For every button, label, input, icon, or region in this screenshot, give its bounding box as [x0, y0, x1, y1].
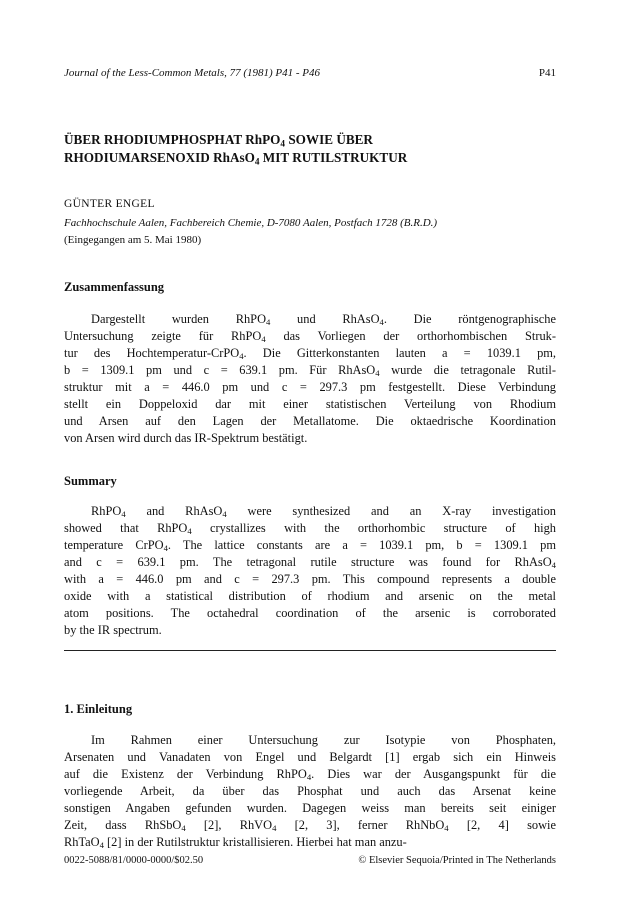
author-name: GÜNTER ENGEL [64, 198, 155, 210]
text-line: showed that RhPO$_4$ crystallizes with the orthorhombic structure of high [64, 521, 556, 537]
page-footer [64, 855, 556, 866]
running-head [64, 67, 556, 79]
author-affiliation: Fachhochschule Aalen, Fachbereich Chemie, D-7080 Aalen, Postfach 1728 (B.R.D.) [64, 217, 438, 229]
text-line: atom positions. The octahedral coordination of the arsenic is corroborated [64, 606, 556, 620]
copyright-notice: © Elsevier Sequoia/Printed in The Netherlands [358, 855, 556, 866]
title-line-1: ÜBER RHODIUMPHOSPHAT RhPO$_4$ SOWIE ÜBER [64, 132, 373, 149]
received-date: (Eingegangen am 5. Mai 1980) [64, 234, 202, 246]
text-line: tur des Hochtemperatur-CrPO$_4$. Die Gitterkonstanten lauten a = 1039.1 pm, [64, 346, 556, 362]
einleitung-heading: 1. Einleitung [64, 702, 133, 716]
text-line: by the IR spectrum. [64, 623, 162, 637]
text-line: und Arsen auf den Lagen der Metallatome. Die oktaedrische Koordination [64, 414, 556, 428]
einleitung-body [64, 732, 556, 851]
text-line: Dargestellt wurden RhPO$_4$ und RhAsO$_4$. Die röntgenographische [91, 312, 556, 328]
text-line: oxide with a statistical distribution of rhodium and arsenic on the metal [64, 589, 556, 603]
title-line-2: RHODIUMARSENOXID RhAsO$_4$ MIT RUTILSTRUKTUR [64, 150, 408, 167]
text-line: vorliegende Arbeit, da über das Phosphat und auch das Arsenat keine [64, 784, 556, 798]
text-line: and c = 639.1 pm. The tetragonal rutile structure was found for RhAsO$_4$ [64, 555, 556, 571]
summary-heading: Summary [64, 474, 117, 488]
text-line: auf die Existenz der Verbindung RhPO$_4$. Dies war der Ausgangspunkt für die [64, 767, 556, 783]
section-divider [64, 650, 556, 651]
text-line: von Arsen wird durch das IR-Spektrum bestätigt. [64, 431, 308, 445]
text-line: struktur mit a = 446.0 pm und c = 297.3 pm festgestellt. Diese Verbindung [64, 380, 556, 394]
text-line: RhTaO$_4$ [2] in der Rutilstruktur kristallisieren. Hierbei hat man anzu- [64, 835, 407, 851]
text-line: Arsenaten und Vanadaten von Engel und Belgardt [1] ergab sich ein Hinweis [64, 750, 556, 764]
text-line: RhPO$_4$ and RhAsO$_4$ were synthesized and an X-ray investigation [91, 504, 556, 520]
text-line: sonstigen Angaben gefunden wurden. Dagegen weiss man bereits seit einiger [64, 801, 556, 815]
article-title [64, 131, 556, 167]
summary-abstract [64, 503, 556, 639]
text-line: Untersuchung zeigte für RhPO$_4$ das Vorliegen der orthorhombischen Struk- [64, 329, 556, 345]
zusammenfassung-abstract [64, 311, 556, 447]
journal-citation: Journal of the Less-Common Metals, 77 (1981) P41 - P46 [64, 67, 321, 79]
text-line: Im Rahmen einer Untersuchung zur Isotypie von Phosphaten, [91, 733, 556, 747]
text-line: temperature CrPO$_4$. The lattice constants are a = 1039.1 pm, b = 1309.1 pm [64, 538, 556, 554]
text-line: with a = 446.0 pm and c = 297.3 pm. This compound represents a double [64, 572, 556, 586]
text-line: b = 1309.1 pm und c = 639.1 pm. Für RhAsO$_4$ wurde die tetragonale Rutil- [64, 363, 557, 379]
issn-price-code: 0022-5088/81/0000-0000/$02.50 [64, 855, 204, 866]
zusammenfassung-heading: Zusammenfassung [64, 280, 165, 294]
page-number: P41 [538, 67, 556, 79]
text-line: Zeit, dass RhSbO$_4$ [2], RhVO$_4$ [2, 3], ferner RhNbO$_4$ [2, 4] sowie [64, 818, 556, 834]
text-line: stellt ein Doppeloxid dar mit einer statistischen Verteilung von Rhodium [64, 397, 556, 411]
